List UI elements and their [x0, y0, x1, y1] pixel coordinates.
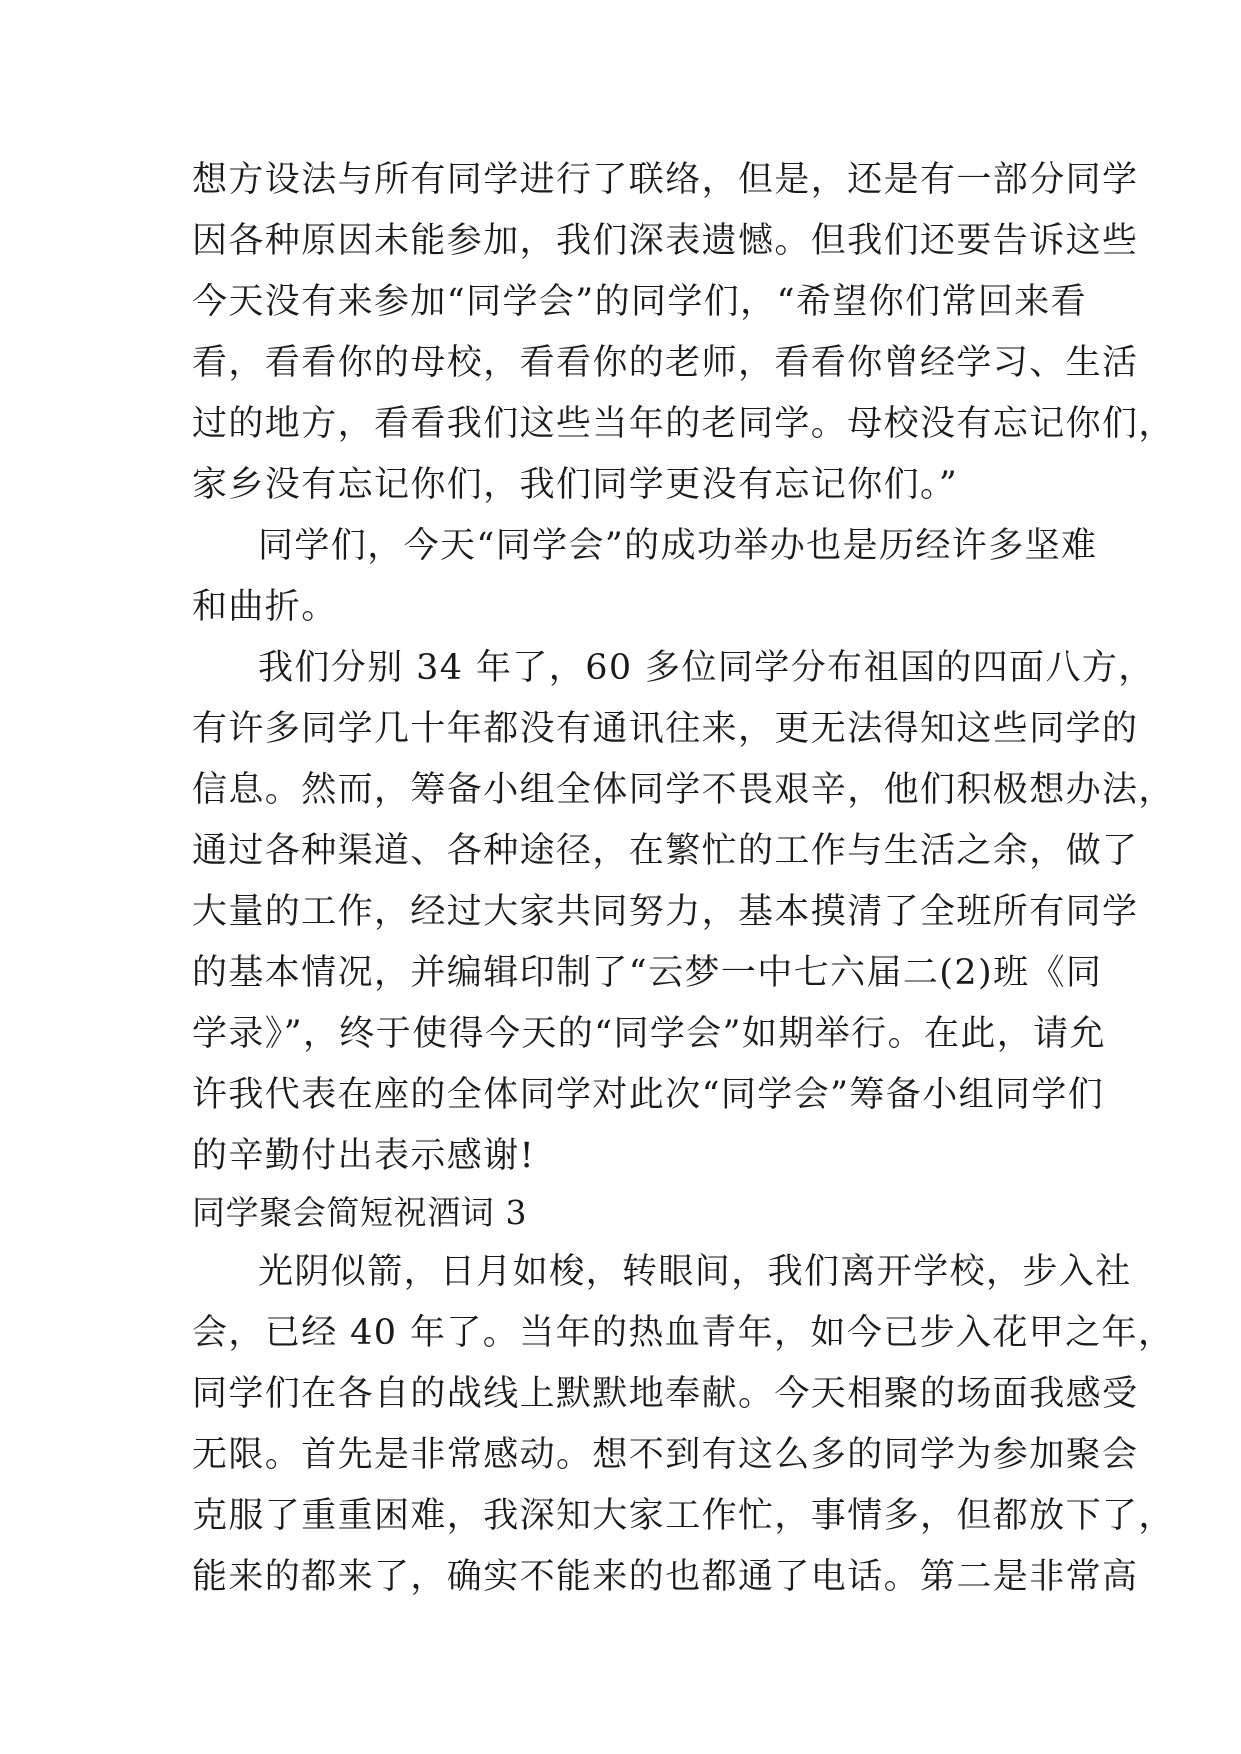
text-line: 的辛勤付出表示感谢! — [192, 1136, 536, 1176]
text-line: 今天没有来参加“同学会”的同学们，“希望你们常回来看 — [192, 282, 1088, 322]
section-heading: 同学聚会简短祝酒词 3 — [192, 1193, 528, 1232]
paragraph-first-line: 我们分别 34 年了，60 多位同学分布祖国的四面八方， — [258, 648, 1155, 688]
text-line: 大量的工作，经过大家共同努力，基本摸清了全班所有同学 — [192, 892, 1139, 932]
text-line: 因各种原因未能参加，我们深表遗憾。但我们还要告诉这些 — [192, 221, 1139, 261]
text-line: 有许多同学几十年都没有通讯往来，更无法得知这些同学的 — [192, 709, 1139, 749]
text-line: 看，看看你的母校，看看你的老师，看看你曾经学习、生活 — [192, 343, 1139, 383]
text-line: 通过各种渠道、各种途径，在繁忙的工作与生活之余，做了 — [192, 831, 1139, 871]
text-line: 会，已经 40 年了。当年的热血青年，如今已步入花甲之年， — [192, 1313, 1175, 1353]
text-line: 学录》”，终于使得今天的“同学会”如期举行。在此，请允 — [192, 1014, 1106, 1054]
text-line: 过的地方，看看我们这些当年的老同学。母校没有忘记你们， — [192, 404, 1175, 444]
text-line: 信息。然而，筹备小组全体同学不畏艰辛，他们积极想办法， — [192, 770, 1175, 810]
text-line: 家乡没有忘记你们，我们同学更没有忘记你们。” — [192, 465, 959, 505]
paragraph-first-line: 同学们，今天“同学会”的成功举办也是历经许多坚难 — [258, 526, 1098, 566]
text-line: 的基本情况，并编辑印制了“云梦一中七六届二(2)班《同 — [192, 953, 1103, 993]
text-line: 同学们在各自的战线上默默地奉献。今天相聚的场面我感受 — [192, 1374, 1139, 1414]
text-line: 许我代表在座的全体同学对此次“同学会”筹备小组同学们 — [192, 1075, 1105, 1115]
text-line: 想方设法与所有同学进行了联络，但是，还是有一部分同学 — [192, 160, 1139, 200]
text-line: 能来的都来了，确实不能来的也都通了电话。第二是非常高 — [192, 1557, 1139, 1597]
paragraph-first-line: 光阴似箭，日月如梭，转眼间，我们离开学校，步入社 — [258, 1252, 1132, 1292]
text-line: 无限。首先是非常感动。想不到有这么多的同学为参加聚会 — [192, 1435, 1139, 1475]
text-line: 克服了重重困难，我深知大家工作忙，事情多，但都放下了， — [192, 1496, 1175, 1536]
text-line: 和曲折。 — [192, 587, 338, 627]
